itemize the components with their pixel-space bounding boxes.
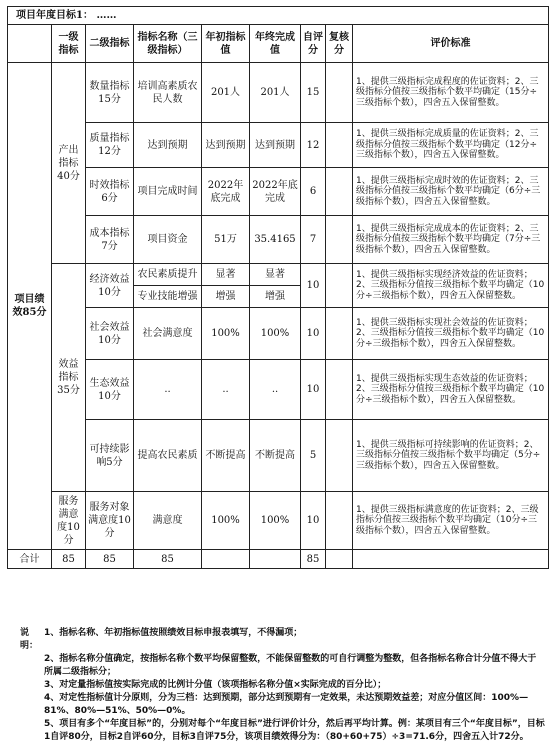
indicator-name: 满意度 — [134, 492, 202, 550]
self-score: 15 — [301, 63, 326, 123]
initial-value: 201人 — [202, 63, 250, 123]
review-score — [326, 63, 353, 123]
final-value: 显著 — [250, 264, 301, 286]
review-score — [326, 168, 353, 216]
evaluation-table — [7, 6, 549, 569]
final-value: 2022年底完成 — [250, 168, 301, 216]
header-indicator-name: 指标名称（三级指标） — [134, 25, 202, 63]
initial-value: 100% — [202, 492, 250, 550]
criteria-text: 1、提供三级指标可持续影响的佐证资料；2、三级指标分值按三级指标个数平均确定（5分÷三级指标个数），四舍五入保留整数。 — [353, 420, 549, 492]
cost-indicator: 成本指标7分 — [86, 216, 134, 264]
review-score — [326, 216, 353, 264]
criteria-text: 1、提供三级指标完成成本的佐证资料；2、三级指标分值按三级指标个数平均确定（7分÷三级指标个数），四舍五入保留整数。 — [353, 216, 549, 264]
criteria-text: 1、提供三级指标完成时效的佐证资料；2、三级指标分值按三级指标个数平均确定（6分÷三级指标个数），四舍五入保留整数。 — [353, 168, 549, 216]
criteria-text: 1、提供三级指标完成程度的佐证资料；2、三级指标分值按三级指标个数平均确定（15分÷三级指标个数），四舍五入保留整数。 — [353, 63, 549, 123]
service-satisfaction-label: 服务满意度10分 — [52, 492, 86, 550]
initial-value: 显著 — [202, 264, 250, 286]
self-score: 5 — [301, 420, 326, 492]
indicator-name: 专业技能增强 — [134, 286, 202, 308]
quality-indicator: 质量指标12分 — [86, 123, 134, 168]
total-level2: 85 — [86, 550, 134, 569]
self-score: 10 — [301, 360, 326, 420]
note-item: 2、指标名称分值确定，按指标名称个数平均保留整数，不能保留整数的可自行调整为整数，但各指标名称合计分值不得大于所属二级指标分； — [44, 654, 537, 677]
total-self-score: 85 — [301, 550, 326, 569]
economic-benefit: 经济效益10分 — [86, 264, 134, 308]
final-value: 100% — [250, 492, 301, 550]
benefit-indicator-label: 效益指标35分 — [52, 264, 86, 492]
review-score — [326, 420, 353, 492]
annual-goal-row: 项目年度目标1： …… — [8, 7, 549, 25]
review-score — [326, 264, 353, 308]
header-final-value: 年终完成值 — [250, 25, 301, 63]
note-item: 3、对定量指标值按实际完成的比例计分值（该项指标名称分值×实际完成的百分比）； — [44, 680, 387, 690]
client-satisfaction: 服务对象满意度10分 — [86, 492, 134, 550]
indicator-name: 达到预期 — [134, 123, 202, 168]
indicator-name: 培训高素质农民人数 — [134, 63, 202, 123]
criteria-text: 1、提供三级指标实现社会效益的佐证资料；2、三级指标分值按三级指标个数平均确定（10分÷三级指标个数），四舍五入保留整数。 — [353, 308, 549, 360]
criteria-text: 1、提供三级指标实现生态效益的佐证资料；2、三级指标分值按三级指标个数平均确定（10分÷三级指标个数），四舍五入保留整数。 — [353, 360, 549, 420]
final-value: 达到预期 — [250, 123, 301, 168]
final-value: 增强 — [250, 286, 301, 308]
evaluation-sheet — [7, 6, 548, 569]
output-indicator-label: 产出指标40分 — [52, 63, 86, 264]
initial-value: 2022年底完成 — [202, 168, 250, 216]
total-level1: 85 — [52, 550, 86, 569]
indicator-name: .. — [134, 360, 202, 420]
indicator-name: 农民素质提升 — [134, 264, 202, 286]
self-score: 6 — [301, 168, 326, 216]
project-performance-label: 项目绩效85分 — [8, 63, 52, 550]
initial-value: 达到预期 — [202, 123, 250, 168]
review-score — [326, 492, 353, 550]
header-level1: 一级指标 — [52, 25, 86, 63]
note-item: 5、项目有多个“年度目标”的，分别对每个“年度目标”进行评价计分，然后再平均计算。例：某项目有三个“年度目标”，目标1自评80分，目标2自评60分，目标3自评75分，该项目绩效得分为：（80+60+75）÷3=71.6分，四舍五入计72分。 — [44, 719, 545, 742]
final-value: 201人 — [250, 63, 301, 123]
indicator-name: 项目完成时间 — [134, 168, 202, 216]
header-self-score: 自评分 — [301, 25, 326, 63]
review-score — [326, 308, 353, 360]
header-criteria: 评价标准 — [353, 25, 549, 63]
review-score — [326, 360, 353, 420]
criteria-text: 1、提供三级指标满意度的佐证资料；2、三级指标分值按三级指标个数平均确定（10分÷三级指标个数），四舍五入保留整数。 — [353, 492, 549, 550]
final-value: .. — [250, 360, 301, 420]
initial-value: 100% — [202, 308, 250, 360]
social-benefit: 社会效益10分 — [86, 308, 134, 360]
header-level2: 二级指标 — [86, 25, 134, 63]
criteria-text: 1、提供三级指标实现经济效益的佐证资料；2、三级指标分值按三级指标个数平均确定（10分÷三级指标个数），四舍五入保留整数。 — [353, 264, 549, 308]
header-initial-value: 年初指标值 — [202, 25, 250, 63]
indicator-name: 社会满意度 — [134, 308, 202, 360]
quantity-indicator: 数量指标15分 — [86, 63, 134, 123]
total-indicator: 85 — [134, 550, 202, 569]
final-value: 100% — [250, 308, 301, 360]
self-score: 12 — [301, 123, 326, 168]
sustainability-impact: 可持续影响5分 — [86, 420, 134, 492]
self-score: 10 — [301, 264, 326, 308]
self-score: 10 — [301, 308, 326, 360]
ecological-benefit: 生态效益10分 — [86, 360, 134, 420]
header-cell — [8, 25, 52, 63]
self-score: 7 — [301, 216, 326, 264]
self-score: 10 — [301, 492, 326, 550]
initial-value: 增强 — [202, 286, 250, 308]
timeliness-indicator: 时效指标6分 — [86, 168, 134, 216]
header-review-score: 复核分 — [326, 25, 353, 63]
final-value: 35.4165 — [250, 216, 301, 264]
total-label: 合计 — [8, 550, 52, 569]
note-item: 4、对定性指标值计分原则，分为三档：达到预期，部分达到预期有一定效果，未达预期效益差；对应分值区间：100%—81%、80%—51%、50%—0%。 — [44, 693, 529, 716]
criteria-text: 1、提供三级指标完成质量的佐证资料；2、三级指标分值按三级指标个数平均确定（12分÷三级指标个数），四舍五入保留整数。 — [353, 123, 549, 168]
note-item: 1、指标名称、年初指标值按照绩效目标申报表填写，不得漏项； — [44, 628, 303, 638]
notes-section — [20, 627, 545, 744]
initial-value: 不断提高 — [202, 420, 250, 492]
initial-value: .. — [202, 360, 250, 420]
indicator-name: 项目资金 — [134, 216, 202, 264]
notes-lead: 说明： — [20, 628, 39, 651]
initial-value: 51万 — [202, 216, 250, 264]
indicator-name: 提高农民素质 — [134, 420, 202, 492]
review-score — [326, 123, 353, 168]
final-value: 不断提高 — [250, 420, 301, 492]
